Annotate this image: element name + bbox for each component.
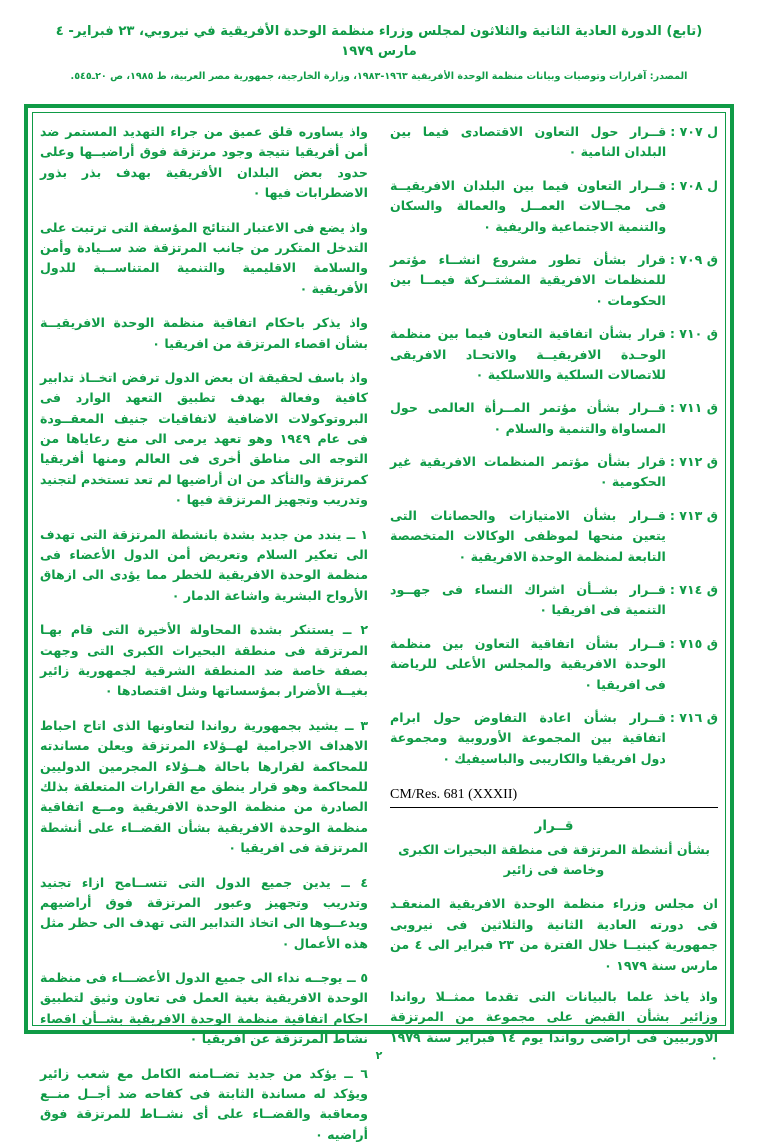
resolution-number: ق ٧١٥ : <box>669 635 718 651</box>
list-item <box>390 122 718 163</box>
page-title: (تابع) الدورة العادية الثانية والثلاثون لمجلس وزراء منظمة الوحدة الأفريقية في نيروبي، ٢٣ فبراير- ٤ مارس ١٩٧٩ <box>55 24 703 59</box>
list-item <box>390 506 718 567</box>
resolution-title: قــرار بشأن اتفاقية التعاون بين منظمة الوحدة الافريقية والمجلس الأعلى للرياضة فى افريقيا ٠ <box>390 635 666 692</box>
source-note: المصدر: آقرارات وتوصيات وبيانات منظمة الوحدة الأفريقية ١٩٦٣-١٩٨٣، وزارة الخارجية، جمهورية مصر العربية، ط ١٩٨٥، ص ٢٠ـ٥٤٥. <box>70 70 688 82</box>
list-item <box>390 452 718 493</box>
paragraph: ٥ ــ يوجــه نداء الى جميع الدول الأعضـــاء فى منظمة الوحدة الافريقية بغية العمل فى تعاون وثيق لتطبيق احكام اتفاقية منظمة الوحدة الافريقية بشــأن اقصاء نشاط المرتزقة عن افريقيا ٠ <box>40 970 368 1047</box>
resolution-title: قرار بشأن مؤتمر المنظمات الافريقية غير الحكومية ٠ <box>390 454 666 490</box>
paragraph: ٤ ــ يدين جميع الدول التى تتســامح ازاء تجنيد وتدريب وتجهيز وعبور المرتزقة فوق أراضيهم ويدعــوها الى اتخاذ التدابير التى تهدف الى حظر مثل هذه الأعمال ٠ <box>40 874 368 951</box>
list-item <box>390 398 718 439</box>
resolution-number: ق ٧١٣ : <box>669 507 718 523</box>
list-item <box>390 176 718 237</box>
resolution-number: ق ٧١٦ : <box>669 709 718 725</box>
resolution-title: قــرار بشأن اعادة التفاوض حول ابرام اتفاقية بين المجموعة الأوروبية ومجموعة دول افريقيا والكاريبى والباسيفيك ٠ <box>390 709 666 766</box>
resolution-keyword: قــرار <box>534 818 574 835</box>
resolution-reference: CM/Res. 681 (XXXII) <box>390 787 518 803</box>
list-item <box>390 324 718 385</box>
paragraph: واذ ياخذ علما بالبيانات التى تقدما ممثــلا رواندا وزائير بشأن القبض على مجموعة من المرتزقة الاوربيين فى أراضى رواندا يوم ١٤ فبراير سنة ١٩٧٩ ٠ <box>390 989 719 1066</box>
paragraph: ان مجلس وزراء منظمة الوحدة الافريقية المنعقـد فى دورته العادية الثانية والثلاثين فى نيروبى جمهورية كينيــا خلال الفترة من ٢٣ فبراير الى ٤ من مارس سنة ١٩٧٩ ٠ <box>390 896 718 973</box>
paragraph: واذ يضع فى الاعتبار النتائج المؤسفة التى ترتبت على التدخل المتكرر من جانب المرتزقة ضد ســيادة وأمن والسلامة الاقليمية والتنمية المتناســبة للدول الأفريقية ٠ <box>40 219 368 296</box>
resolution-number: ق ٧٠٩ : <box>669 251 718 267</box>
list-item <box>390 250 718 311</box>
paragraph: واذ يذكر باحكام اتفاقية منظمة الوحدة الافريقيــة بشأن اقصاء المرتزقة من افريقيا ٠ <box>40 315 368 351</box>
resolution-number: ق ٧١١ : <box>669 400 718 416</box>
resolution-title: قــرار بشأن مؤتمر المــرأة العالمى حول المساواة والتنمية والسلام ٠ <box>390 400 666 436</box>
resolution-number: ل ٧٠٨ : <box>670 177 718 193</box>
resolution-number: ل ٧٠٧ : <box>670 124 718 139</box>
resolution-heading <box>390 818 718 880</box>
resolution-title: قــرار بشأن الامتيازات والحصانات التى يتعين منحها لموظفى الوكالات المتخصصة التابعة لمنظمة الوحدة الافريقية ٠ <box>390 507 666 564</box>
list-item <box>390 708 718 769</box>
column-right <box>390 122 719 1066</box>
list-item <box>390 634 718 695</box>
resolution-number: ق ٧١٠ : <box>669 326 718 342</box>
resolution-title: قــرار حول التعاون الاقتصادى فيما بين البلدان النامية ٠ <box>390 124 667 160</box>
paragraph: ٣ ــ يشيد بجمهورية رواندا لتعاونها الذى اتاح احباط الاهداف الاجرامية لهــؤلاء المرتزقة ويعلن مساندته للمحاكمة لقرارها باحالة هــؤلاء المجرمين الدوليين للمحاكمة وهو قرار ينطق مع القرارات المتعلقة بذلك الصادرة من منظمة الوحدة الافريقية ومــع اتفاقية منظمة الوحدة الافريقية بشأن القضــاء على أنشطة المرتزقة فى افريقيا ٠ <box>40 717 368 856</box>
resolution-number: ق ٧١٢ : <box>669 454 718 470</box>
list-item <box>390 580 718 621</box>
page-header <box>0 0 758 83</box>
column-left <box>40 122 368 1142</box>
resolution-number: ق ٧١٤ : <box>669 582 718 598</box>
resolution-title: قــرار التعاون فيما بين البلدان الافريقيــة فى مجــالات العمــل والعمالة والسكان والتنمية الاجتماعية والريفية ٠ <box>390 177 667 234</box>
resolution-subject: بشأن أنشطة المرتزقة فى منطقة البحيرات الكبرى وخاصة فى زائير <box>398 842 710 878</box>
resolution-title: قــرار بشــأن اشراك النساء فى جهــود التنمية فى افريقيا ٠ <box>390 582 666 618</box>
paragraph: ٦ ــ يؤكد من جديد تضــامنه الكامل مع شعب زائير ويؤكد له مساندة الثابتة فى كفاحه ضد أجــل منــع ومعاقبة والقضــاء على أى نشــاط للمرتزقة فوق أراضيه ٠ <box>40 1065 368 1142</box>
two-column-body <box>40 122 719 1142</box>
resolution-title: قرار بشأن اتفاقية التعاون فيما بين منظمة الوحـدة الافريقيــة والاتحـاد الافريقى للاتصالات السلكية واللاسلكية ٠ <box>390 326 666 382</box>
divider <box>390 807 718 808</box>
page-number: ٢ <box>375 1049 383 1062</box>
paragraph: واذ باسف لحقيقة ان بعض الدول ترفض اتخــاذ تدابير كافية وفعالة بهدف تطبيق التعهد الوارد فى البروتوكولات الاضافية لاتفاقيات جنيف المعقــودة فى عام ١٩٤٩ وهو تعهد يرمى الى منع رعاياها من التوجه الى مناطق أخرى فى العالم ومنها أفريقيا كمرتزقة والتأكد من ان أراضيها لم تعد تستخدم لتجنيد وتدريب وتجهيز المرتزقة فيها ٠ <box>40 369 368 508</box>
paragraph: واذ يساوره قلق عميق من جراء التهديد المستمر ضد أمن أفريقيا نتيجة وجود مرتزقة فوق أراضيــها وعلى حدود بعض البلدان الأفريقية بهدف بذر بذور الاضطرابات فيها ٠ <box>40 124 368 201</box>
paragraph: ٢ ــ يستنكر بشدة المحاولة الأخيرة التى قام بهـا المرتزقة فى منطقة البحيرات الكبرى التى وجهت بصفة خاصة ضد المنطقة الشرقية لجمهورية زائير بغيــة الأضرار بمؤسساتها وشل اقتصادها ٠ <box>40 622 368 699</box>
paragraph: ١ ــ يندد من جديد بشدة بانشطة المرتزقة التى تهدف الى تعكير السلام وتعريض أمن الدول الأعضاء فى منظمة الوحدة الافريقية للخطر مما يؤدى الى ازهاق الأرواح البشرية واشاعة الدمار ٠ <box>40 526 368 603</box>
resolution-title: قرار بشأن تطور مشروع انشــاء مؤتمر للمنظمات الافريقية المشتــركة فيمــا بين الحكومات ٠ <box>390 251 666 308</box>
